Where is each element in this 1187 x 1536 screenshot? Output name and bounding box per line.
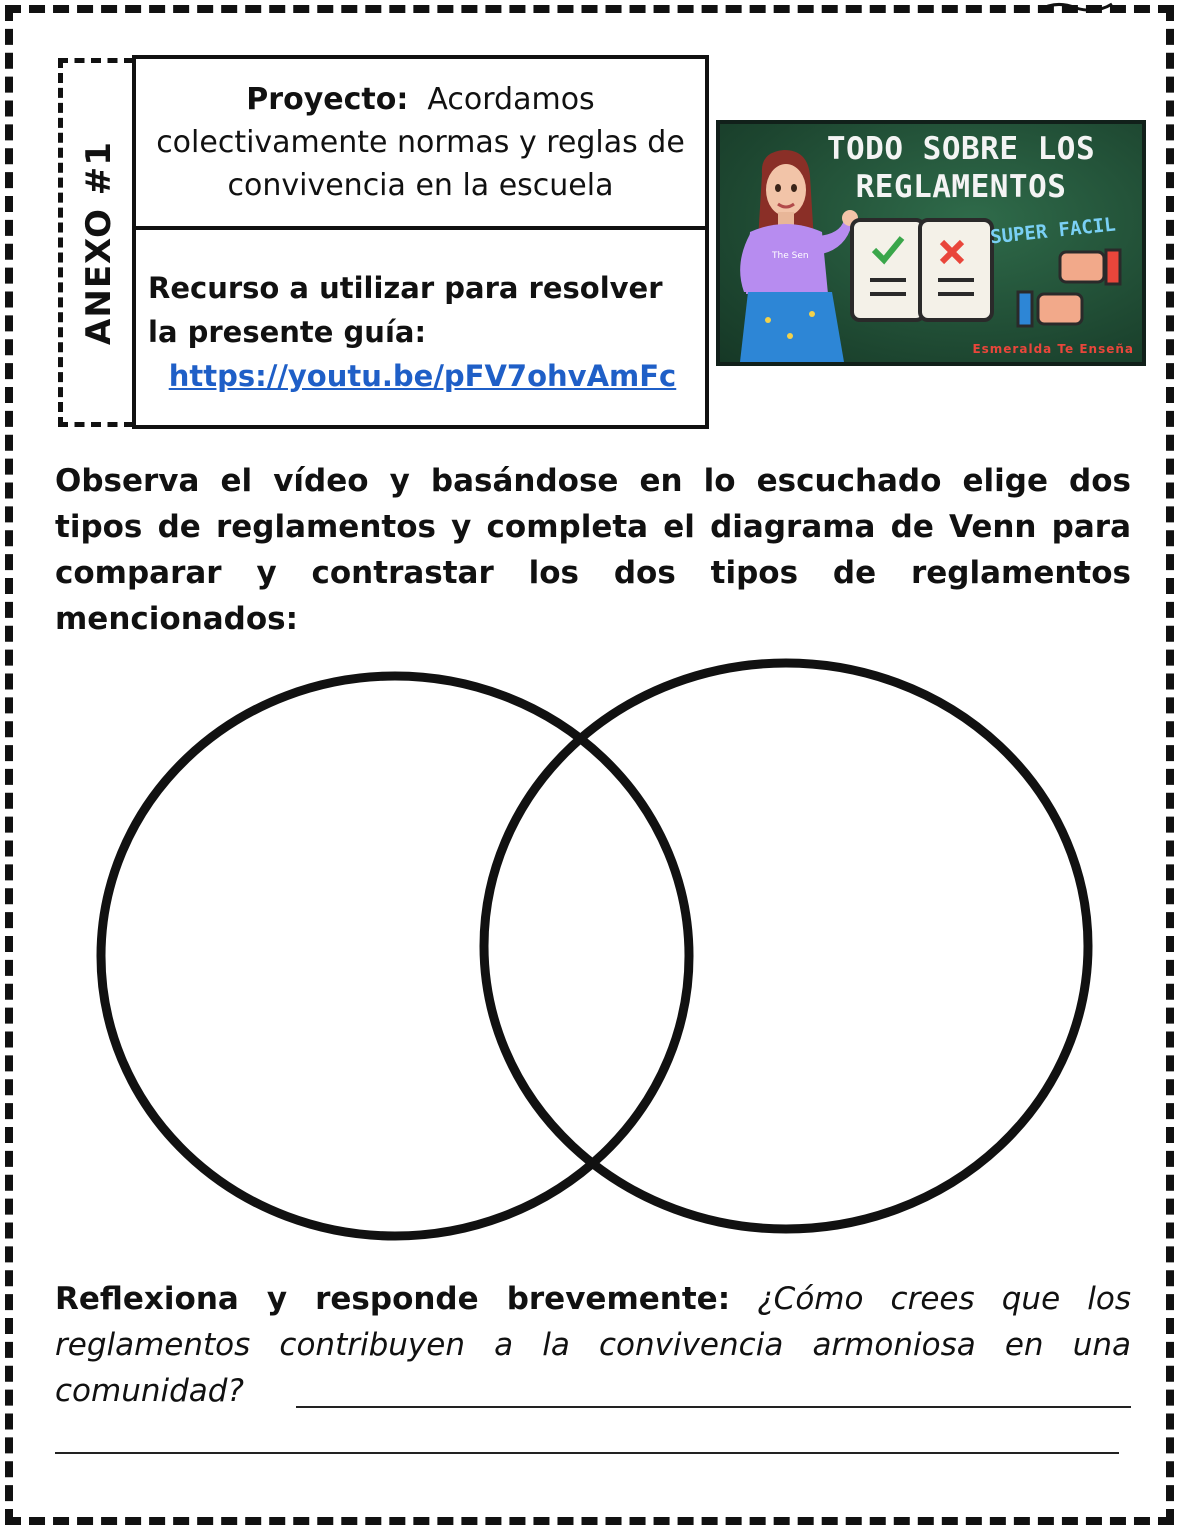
shirt-text: The Sen — [772, 251, 809, 261]
instructions-text: Observa el vídeo y basándose en lo escuchado elige dos tipos de reglamentos y completa el diagrama de Venn para comparar y contrastar los dos tipos de reglamentos mencionados: — [55, 463, 1131, 637]
project-text: Acordamos colectivamente normas y reglas de convivencia en la escuela — [156, 82, 685, 203]
reflection-label: Reflexiona y responde brevemente — [55, 1281, 718, 1317]
resource-link[interactable]: https://youtu.be/pFV7ohvAmFc — [168, 359, 677, 393]
venn-left-circle[interactable] — [101, 676, 689, 1236]
venn-right-circle[interactable] — [484, 663, 1088, 1229]
resource-label: Recurso a utilizar para resolver la presente guía: — [148, 271, 663, 349]
answer-line-1[interactable] — [296, 1406, 1131, 1408]
reflection-question: ¿Cómo crees que los reglamentos contribuyen a la convivencia armoniosa en una comunidad? — [55, 1281, 1131, 1409]
thumbnail-subtitle: SUPER FACIL — [989, 213, 1117, 249]
project-text-block: Proyecto: Acordamos colectivamente normas y reglas de convivencia en la escuela — [156, 82, 685, 203]
reflection-text: Reflexiona y responde brevemente: ¿Cómo crees que los reglamentos contribuyen a la convivencia armoniosa en una comunidad? — [55, 1281, 1131, 1409]
anexo-label: ANEXO #1 — [78, 140, 119, 345]
answer-line-2[interactable] — [55, 1452, 1119, 1454]
thumbnail-title-line1: TODO SOBRE LOS — [826, 131, 1096, 167]
project-label: Proyecto — [246, 82, 397, 117]
thumbnail-title-line2: REGLAMENTOS — [855, 169, 1067, 205]
thumbnail-signature: Esmeralda Te Enseña — [972, 342, 1134, 356]
